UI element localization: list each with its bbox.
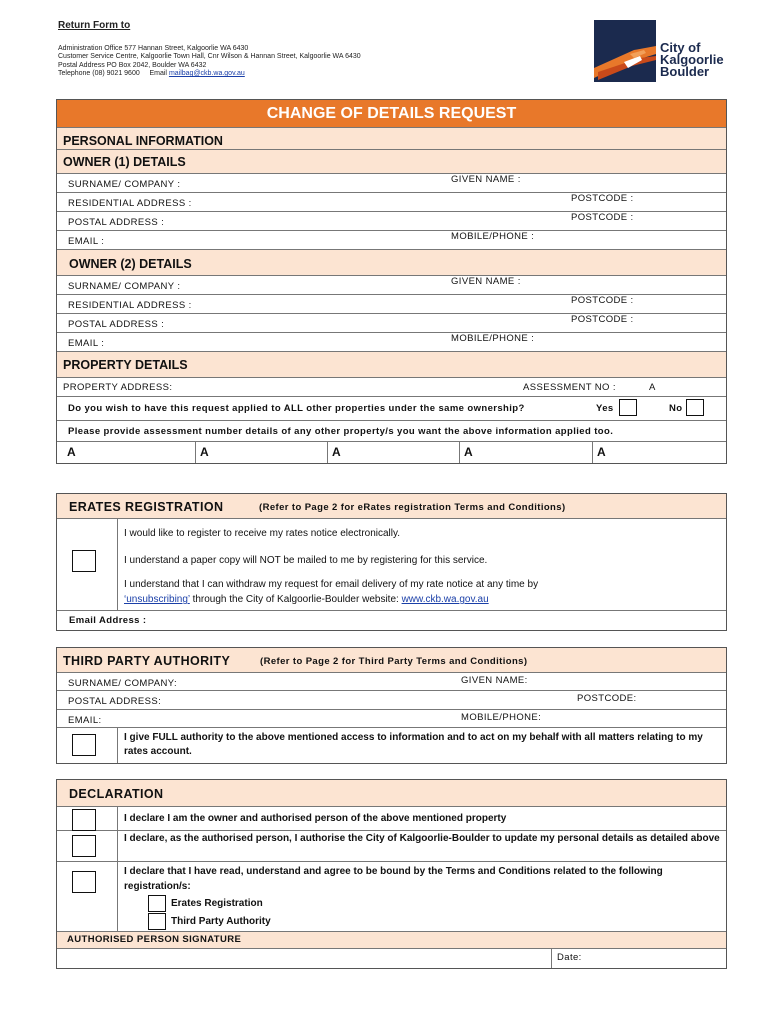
third-party-authority-row xyxy=(57,728,726,763)
declaration-3-text: I declare that I have read, understand and agree to be bound by the Terms and Conditions related to the following registration/s: xyxy=(124,866,663,892)
authority-text: I give FULL authority to the above mentioned access to information and to act on my behalf with all matters relating to my rates account. xyxy=(124,732,703,757)
assessment-cell-3[interactable]: A xyxy=(332,445,342,459)
erates-website-text: through the City of Kalgoorlie-Boulder website: xyxy=(192,594,399,605)
logo-mark-icon xyxy=(594,20,656,82)
third-party-section xyxy=(56,647,727,764)
logo-line-2: Kalgoorlie xyxy=(660,52,724,67)
property-row-provide xyxy=(57,421,726,442)
erates-line-2: I understand a paper copy will NOT be mailed to me by registering for this service. xyxy=(124,555,488,566)
owner1-given-name-label: GIVEN NAME : xyxy=(451,174,521,185)
declaration-row-3 xyxy=(57,862,726,932)
third-party-row-postal[interactable] xyxy=(57,691,726,710)
property-heading: PROPERTY DETAILS xyxy=(57,352,726,378)
signature-row[interactable] xyxy=(57,949,726,968)
logo-text xyxy=(660,42,724,78)
third-party-checkbox[interactable] xyxy=(72,734,96,756)
yes-checkbox[interactable] xyxy=(619,399,637,416)
contact-line xyxy=(58,70,361,79)
erates-line-1: I would like to register to receive my rates notice electronically. xyxy=(124,528,401,539)
return-form-to: Return Form to xyxy=(58,20,131,31)
declaration-section xyxy=(56,779,727,969)
owner2-residential-label: RESIDENTIAL ADDRESS : xyxy=(68,300,192,311)
owner2-email-label: EMAIL : xyxy=(68,338,105,349)
assessment-cell-2[interactable]: A xyxy=(200,445,210,459)
owner2-postcode2-label: POSTCODE : xyxy=(571,314,634,325)
erates-section xyxy=(56,493,727,631)
personal-info-heading: PERSONAL INFORMATION xyxy=(57,128,726,150)
return-address-block xyxy=(58,22,361,79)
third-party-row-name[interactable] xyxy=(57,673,726,691)
owner1-postal-label: POSTAL ADDRESS : xyxy=(68,217,165,228)
erates-line-4 xyxy=(124,594,489,605)
owner1-row-residential[interactable] xyxy=(57,193,726,212)
third-party-heading-row xyxy=(57,648,726,673)
unsubscribing-link[interactable]: ‘unsubscribing’ xyxy=(124,594,190,605)
assessment-cell-5[interactable]: A xyxy=(597,445,607,459)
property-row-question xyxy=(57,397,726,421)
owner2-row-name[interactable] xyxy=(57,276,726,295)
apply-all-question: Do you wish to have this request applied to ALL other properties under the same ownership? xyxy=(68,403,525,414)
erates-registration-label: Erates Registration xyxy=(171,898,263,909)
declaration-heading: DECLARATION xyxy=(69,787,164,801)
declaration-2-checkbox[interactable] xyxy=(72,835,96,857)
owner1-row-email[interactable] xyxy=(57,231,726,250)
declaration-heading-row xyxy=(57,780,726,807)
owner1-heading: OWNER (1) DETAILS xyxy=(57,150,726,174)
owner1-row-name[interactable] xyxy=(57,174,726,193)
erates-checkbox[interactable] xyxy=(72,550,96,572)
third-party-heading: THIRD PARTY AUTHORITY xyxy=(63,654,231,668)
no-checkbox[interactable] xyxy=(686,399,704,416)
city-logo xyxy=(594,20,734,84)
form-title: CHANGE OF DETAILS REQUEST xyxy=(57,100,726,128)
third-party-surname-label: SURNAME/ COMPANY: xyxy=(68,678,178,689)
declaration-row-2 xyxy=(57,831,726,862)
email-label: Email xyxy=(149,70,167,77)
owner2-given-name-label: GIVEN NAME : xyxy=(451,276,521,287)
property-address-label: PROPERTY ADDRESS: xyxy=(63,382,173,393)
owner1-email-label: EMAIL : xyxy=(68,236,105,247)
third-party-postal-label: POSTAL ADDRESS: xyxy=(68,696,162,707)
assessment-cell-1[interactable]: A xyxy=(67,445,77,459)
owner1-surname-label: SURNAME/ COMPANY : xyxy=(68,179,181,190)
third-party-note: (Refer to Page 2 for Third Party Terms and Conditions) xyxy=(260,656,528,667)
owner2-row-email[interactable] xyxy=(57,333,726,352)
owner2-mobile-label: MOBILE/PHONE : xyxy=(451,333,535,344)
owner1-mobile-label: MOBILE/PHONE : xyxy=(451,231,535,242)
assessment-no-label: ASSESSMENT NO : xyxy=(523,382,616,393)
owner2-postal-label: POSTAL ADDRESS : xyxy=(68,319,165,330)
logo-line-3: Boulder xyxy=(660,64,710,79)
erates-note: (Refer to Page 2 for eRates registration Terms and Conditions) xyxy=(259,502,566,513)
telephone: Telephone (08) 9021 9600 xyxy=(58,70,140,77)
address-line-1: Administration Office 577 Hannan Street, Kalgoorlie WA 6430 xyxy=(58,44,249,52)
assessment-cell-4[interactable]: A xyxy=(464,445,474,459)
address-line-2: Customer Service Centre, Kalgoorlie Town Hall, Cnr Wilson & Hannan Street, Kalgoorlie WA 6430 xyxy=(58,53,361,60)
owner2-row-postal[interactable] xyxy=(57,314,726,333)
erates-registration-checkbox[interactable] xyxy=(148,895,166,912)
declaration-1-text: I declare I am the owner and authorised person of the above mentioned property xyxy=(124,813,507,824)
owner2-heading: OWNER (2) DETAILS xyxy=(57,250,726,276)
third-party-email-label: EMAIL: xyxy=(68,715,102,726)
property-row-address[interactable] xyxy=(57,378,726,397)
declaration-row-1 xyxy=(57,807,726,831)
signature-heading-row xyxy=(57,932,726,949)
third-party-given-name-label: GIVEN NAME: xyxy=(461,675,528,686)
third-party-mobile-label: MOBILE/PHONE: xyxy=(461,712,542,723)
declaration-2-text: I declare, as the authorised person, I authorise the City of Kalgoorlie-Boulder to update my personal details as detailed above xyxy=(124,833,720,844)
declaration-3-checkbox[interactable] xyxy=(72,871,96,893)
date-label: Date: xyxy=(557,952,582,963)
third-party-authority-label: Third Party Authority xyxy=(171,916,271,927)
owner1-postcode1-label: POSTCODE : xyxy=(571,193,634,204)
owner1-residential-label: RESIDENTIAL ADDRESS : xyxy=(68,198,192,209)
assessment-cells-row xyxy=(57,442,726,463)
owner2-postcode1-label: POSTCODE : xyxy=(571,295,634,306)
third-party-authority-checkbox[interactable] xyxy=(148,913,166,930)
yes-label: Yes xyxy=(596,403,614,414)
declaration-1-checkbox[interactable] xyxy=(72,809,96,831)
erates-heading-row xyxy=(57,494,726,519)
owner1-postcode2-label: POSTCODE : xyxy=(571,212,634,223)
email-link[interactable]: mailbag@ckb.wa.gov.au xyxy=(168,70,245,77)
erates-body xyxy=(57,519,726,611)
owner1-row-postal[interactable] xyxy=(57,212,726,231)
erates-line-3: I understand that I can withdraw my request for email delivery of my rate notice at any time by xyxy=(124,579,539,590)
erates-email-label: Email Address : xyxy=(69,615,147,626)
website-link[interactable]: www.ckb.wa.gov.au xyxy=(401,594,489,605)
address-line-3: Postal Address PO Box 2042, Boulder WA 6432 xyxy=(58,61,207,69)
owner2-row-residential[interactable] xyxy=(57,295,726,314)
third-party-postcode-label: POSTCODE: xyxy=(577,693,637,704)
owner2-surname-label: SURNAME/ COMPANY : xyxy=(68,281,181,292)
signature-label: AUTHORISED PERSON SIGNATURE xyxy=(67,934,242,945)
change-of-details-section xyxy=(56,99,727,464)
erates-heading: ERATES REGISTRATION xyxy=(69,500,224,514)
provide-assessment-text: Please provide assessment number details of any other property/s you want the above information applied too. xyxy=(68,426,614,437)
third-party-row-email[interactable] xyxy=(57,710,726,728)
logo-line-1: City of xyxy=(660,40,701,55)
erates-email-row[interactable] xyxy=(57,611,726,630)
assessment-prefix: A xyxy=(649,382,656,393)
no-label: No xyxy=(669,403,683,414)
